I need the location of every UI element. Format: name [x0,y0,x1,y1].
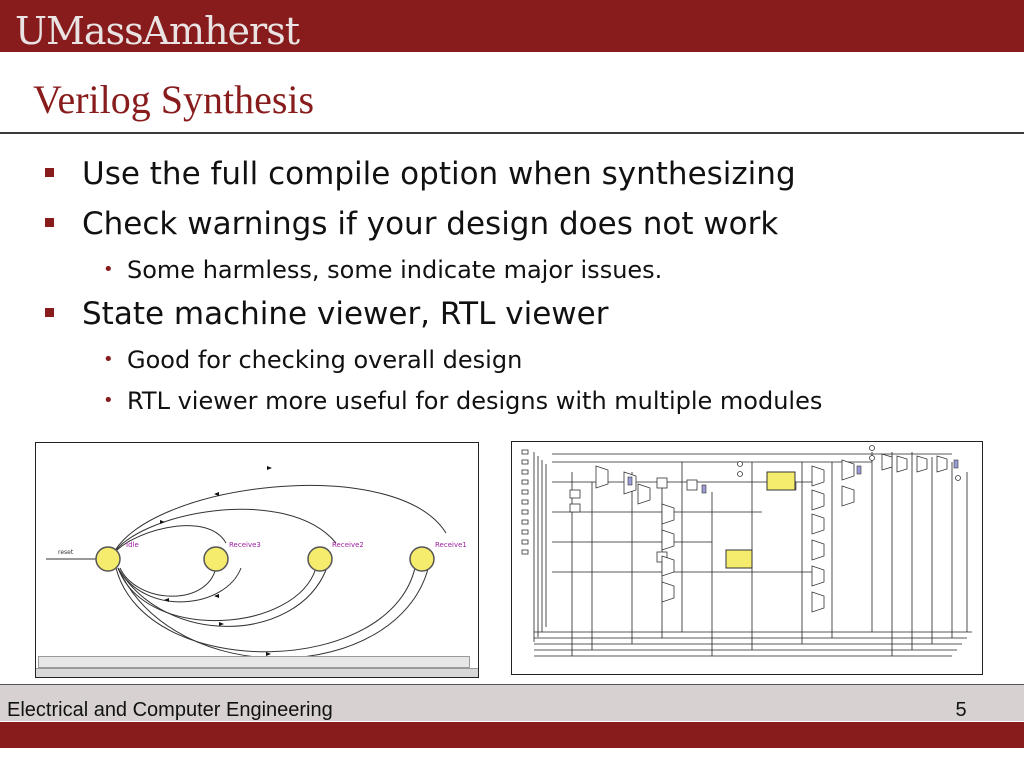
state-diagram [36,443,479,678]
slide-title: Verilog Synthesis [33,77,315,122]
sub-bullet-item: Some harmless, some indicate major issues. [127,256,663,284]
state-idle [96,541,139,571]
header-bar [0,0,1024,52]
state-receive1 [410,541,467,571]
sub-bullet-item: RTL viewer more useful for designs with multiple modules [127,387,823,415]
transition-arrowhead-icon [164,598,169,602]
state-receive2 [308,541,364,571]
state-label: Receive1 [435,541,467,549]
rtl-schematic [512,442,983,675]
bullet-square-icon [45,218,54,227]
state-machine-viewer-image [35,442,479,678]
footer-department: Electrical and Computer Engineering [7,699,333,721]
bullet-item: Check warnings if your design does not work [82,206,779,242]
state-receive3 [204,541,261,571]
bullet-item: State machine viewer, RTL viewer [82,296,609,332]
transition-arrowhead-icon [219,622,224,626]
transition-arrowhead-icon [160,520,165,524]
sub-bullet-item: Good for checking overall design [127,346,523,374]
bullet-square-icon [45,308,54,317]
bottom-bar [0,722,1024,748]
bullet-square-icon [45,168,54,177]
rtl-module-block [726,550,752,568]
sub-bullet-dot-icon: • [103,349,114,370]
title-divider [0,132,1024,134]
state-label: Receive3 [229,541,261,549]
umass-logo: UMassAmherst [15,9,299,53]
page-number: 5 [955,699,967,721]
rtl-viewer-image [511,441,983,675]
horizontal-scrollbar [38,656,470,668]
sub-bullet-dot-icon: • [103,390,114,411]
reset-label: reset [58,549,74,556]
viewer-status-bar [36,668,479,677]
state-label: Idle [126,541,139,549]
transition-arrowhead-icon [214,492,219,496]
bullet-item: Use the full compile option when synthesizing [82,156,796,192]
transition-arrowhead-icon [267,466,272,470]
rtl-module-block [767,472,795,490]
sub-bullet-dot-icon: • [103,259,114,280]
state-label: Receive2 [332,541,364,549]
